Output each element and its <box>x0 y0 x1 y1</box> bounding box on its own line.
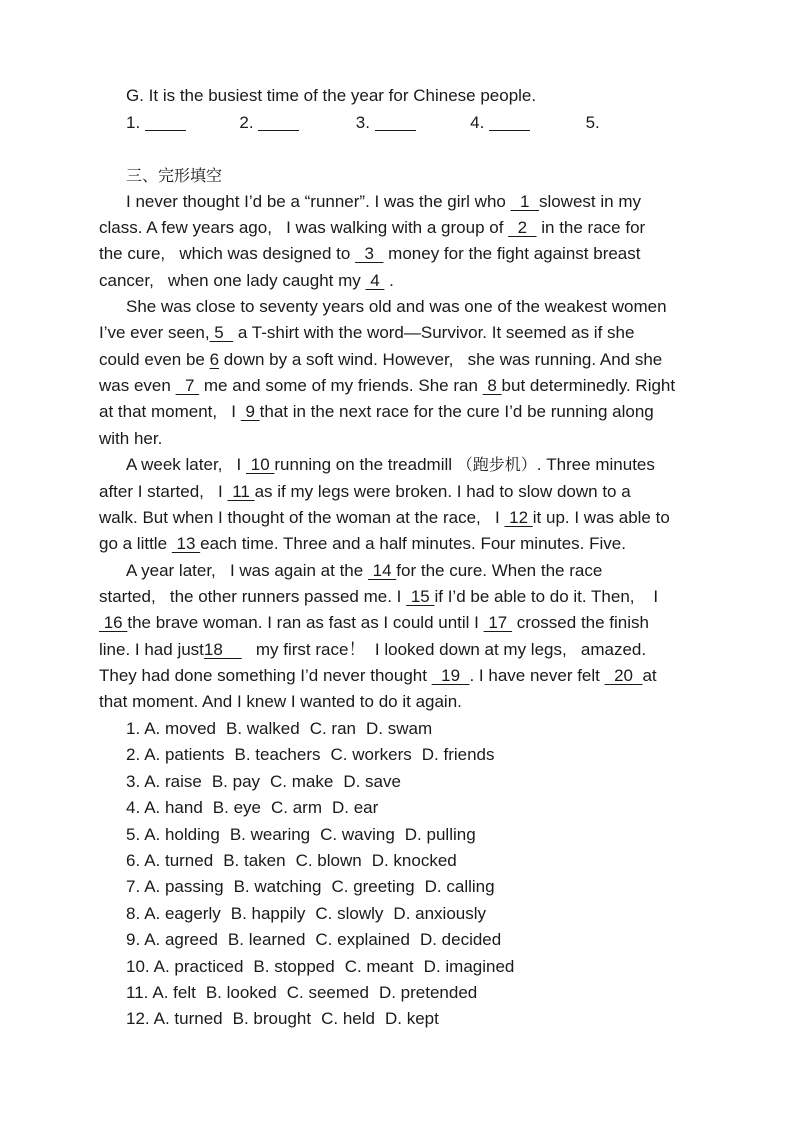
answer-blank-1[interactable] <box>145 114 186 131</box>
choice-option[interactable]: D. save <box>343 771 401 791</box>
passage-line: She was close to seventy years old and was one of the weakest women <box>126 297 667 316</box>
section-heading <box>126 165 222 187</box>
choice-option[interactable]: C. workers <box>330 745 412 765</box>
choice-row <box>126 718 442 740</box>
passage-line: the cure, which was designed to 3 money for the fight against breast <box>99 244 641 263</box>
passage-line: 16 the brave woman. I ran as fast as I could until I 17 crossed the finish <box>99 613 649 632</box>
passage-line: I never thought I’d be a “runner”. I was the girl who 1 slowest in my <box>126 192 641 211</box>
choice-option[interactable]: D. swam <box>366 719 433 738</box>
choice-option[interactable]: D. ear <box>332 798 379 818</box>
passage-line: at that moment, I 9 that in the next race for the cure I’d be running along <box>99 402 654 421</box>
passage-line: that moment. And I knew I wanted to do it again. <box>99 692 462 711</box>
choice-row <box>126 797 388 819</box>
choice-option[interactable]: A. hand <box>144 798 203 818</box>
choice-option[interactable]: A. patients <box>144 745 225 765</box>
cloze-blank-9[interactable]: 9 <box>240 402 260 421</box>
passage-line: could even be 6 down by a soft wind. However, she was running. And she <box>99 350 663 369</box>
choice-option[interactable]: A. passing <box>144 877 224 897</box>
cloze-blank-8[interactable]: 8 <box>482 376 502 395</box>
choice-row <box>126 744 505 766</box>
cloze-blank-12[interactable]: 12 <box>504 508 533 527</box>
cloze-blank-17[interactable]: 17 <box>483 613 512 632</box>
option-g-text: G. It is the busiest time of the year for Chinese people. <box>126 86 537 105</box>
cloze-blank-7[interactable]: 7 <box>175 376 200 395</box>
choice-number: 8. <box>126 903 141 923</box>
choice-option[interactable]: B. learned <box>227 930 306 950</box>
choice-number: 10. <box>126 956 150 976</box>
answer-blank-5-label: 5. <box>585 113 600 132</box>
choice-row <box>126 903 496 925</box>
choice-row <box>126 982 487 1004</box>
section-heading-text: 三、完形填空 <box>126 166 223 185</box>
choice-number: 1. <box>126 719 141 738</box>
cloze-blank-14[interactable]: 14 <box>367 561 397 580</box>
passage-line: go a little 13 each time. Three and a half minutes. Four minutes. Five. <box>99 534 626 553</box>
choice-row <box>126 956 524 978</box>
choice-option[interactable]: B. brought <box>232 1009 312 1029</box>
choice-row <box>126 876 505 898</box>
cloze-blank-19[interactable]: 19 <box>431 666 470 685</box>
choice-number: 5. <box>126 824 141 844</box>
choice-option[interactable]: D. pretended <box>378 983 478 1002</box>
choice-row <box>126 1008 449 1030</box>
choice-number: 3. <box>126 771 141 791</box>
cloze-blank-2[interactable]: 2 <box>508 218 537 237</box>
choice-number: 2. <box>126 745 141 765</box>
choice-option[interactable]: B. stopped <box>253 956 335 976</box>
choice-option[interactable]: A. raise <box>144 771 202 791</box>
choice-option[interactable]: B. teachers <box>234 745 321 765</box>
passage-line: class. A few years ago, I was walking with a group of 2 in the race for <box>99 218 646 237</box>
cloze-blank-10[interactable]: 10 <box>246 455 275 474</box>
choice-option[interactable]: C. slowly <box>315 903 384 923</box>
passage-line: They had done something I’d never thought 19 . I have never felt 20 at <box>99 666 657 685</box>
answer-blank-2[interactable] <box>258 114 299 131</box>
cloze-blank-18[interactable]: 18 <box>203 640 242 659</box>
choice-option[interactable]: C. meant <box>344 956 414 976</box>
choice-option[interactable]: A. turned <box>144 851 214 870</box>
choice-number: 4. <box>126 798 141 818</box>
passage-line: started, the other runners passed me. I 15 if I’d be able to do it. Then, I <box>99 587 659 606</box>
cloze-blank-20[interactable]: 20 <box>604 666 643 685</box>
answer-blank-4-label: 4. <box>470 113 485 132</box>
answer-blank-3[interactable] <box>375 114 416 131</box>
choice-option[interactable]: B. wearing <box>229 824 311 844</box>
choice-option[interactable]: D. knocked <box>371 851 457 870</box>
choice-option[interactable]: C. explained <box>315 930 410 950</box>
answer-blank-4[interactable] <box>489 114 530 131</box>
choice-row <box>126 929 511 951</box>
choice-option[interactable]: B. pay <box>211 771 261 791</box>
passage-line: after I started, I 11 as if my legs were broken. I had to slow down to a <box>99 482 631 501</box>
choice-option[interactable]: B. looked <box>205 983 277 1002</box>
answer-blank-3-label: 3. <box>355 113 370 132</box>
choice-option[interactable]: A. moved <box>144 719 216 738</box>
choice-option[interactable]: B. watching <box>233 877 322 897</box>
choice-option[interactable]: D. calling <box>424 877 495 897</box>
cloze-blank-15[interactable]: 15 <box>406 587 435 606</box>
choice-option[interactable]: A. holding <box>144 824 220 844</box>
choice-option[interactable]: B. taken <box>223 851 286 870</box>
passage-line: cancer, when one lady caught my 4 . <box>99 271 394 290</box>
cloze-blank-3[interactable]: 3 <box>355 244 384 263</box>
choice-option[interactable]: D. decided <box>419 930 502 950</box>
choice-number: 12. <box>126 1009 150 1029</box>
choice-option[interactable]: A. turned <box>153 1009 223 1029</box>
choice-row <box>126 824 486 846</box>
passage-line: line. I had just18 my first race！ I looked down at my legs, amazed. <box>99 640 647 659</box>
choice-option[interactable]: C. ran <box>309 719 356 738</box>
choice-option[interactable]: D. friends <box>421 745 495 765</box>
passage-line: walk. But when I thought of the woman at the race, I 12 it up. I was able to <box>99 508 670 527</box>
choice-option[interactable]: C. waving <box>320 824 395 844</box>
choice-number: 7. <box>126 877 141 897</box>
passage-line: with her. <box>99 429 163 448</box>
passage-line: I’ve ever seen, 5 a T-shirt with the word—Survivor. It seemed as if she <box>99 323 635 342</box>
passage-line: A year later, I was again at the 14 for the cure. When the race <box>126 561 603 580</box>
choice-option[interactable]: C. seemed <box>286 983 369 1002</box>
cloze-blank-16[interactable]: 16 <box>99 613 128 632</box>
choice-row <box>126 850 467 872</box>
cloze-blank-6[interactable]: 6 <box>209 350 220 369</box>
cloze-blank-1[interactable]: 1 <box>510 192 539 211</box>
choice-option[interactable]: A. eagerly <box>144 903 221 923</box>
choice-row <box>126 771 411 793</box>
choice-option[interactable]: B. happily <box>230 903 306 923</box>
answer-blank-1-label: 1. <box>126 113 141 132</box>
choice-option[interactable]: D. pulling <box>404 824 476 844</box>
choice-number: 6. <box>126 851 141 870</box>
cloze-blank-11[interactable]: 11 <box>227 482 255 501</box>
option-g <box>126 85 536 107</box>
choice-option[interactable]: A. practiced <box>153 956 244 976</box>
cloze-blank-13[interactable]: 13 <box>171 534 201 553</box>
choice-option[interactable]: C. held <box>321 1009 375 1029</box>
cloze-blank-5[interactable]: 5 <box>209 323 234 342</box>
cloze-blank-4[interactable]: 4 <box>365 271 385 290</box>
answer-blanks-row <box>126 112 600 134</box>
choice-option[interactable]: B. eye <box>212 798 261 818</box>
choice-number: 9. <box>126 930 141 950</box>
choice-option[interactable]: D. imagined <box>423 956 515 976</box>
choice-option[interactable]: D. kept <box>384 1009 439 1029</box>
passage-line: A week later, I 10 running on the treadmill （跑步机）. Three minutes <box>126 455 655 474</box>
choice-option[interactable]: C. arm <box>271 798 322 818</box>
answer-blank-2-label: 2. <box>239 113 254 132</box>
choice-option[interactable]: A. felt <box>152 983 196 1002</box>
choice-option[interactable]: C. greeting <box>331 877 415 897</box>
choice-option[interactable]: B. walked <box>226 719 300 738</box>
choice-number: 11. <box>126 983 149 1002</box>
choice-option[interactable]: C. make <box>270 771 334 791</box>
choice-option[interactable]: D. anxiously <box>393 903 487 923</box>
choice-option[interactable]: C. blown <box>295 851 362 870</box>
choice-option[interactable]: A. agreed <box>144 930 218 950</box>
passage-line: was even 7 me and some of my friends. She ran 8 but determinedly. Right <box>99 376 676 395</box>
